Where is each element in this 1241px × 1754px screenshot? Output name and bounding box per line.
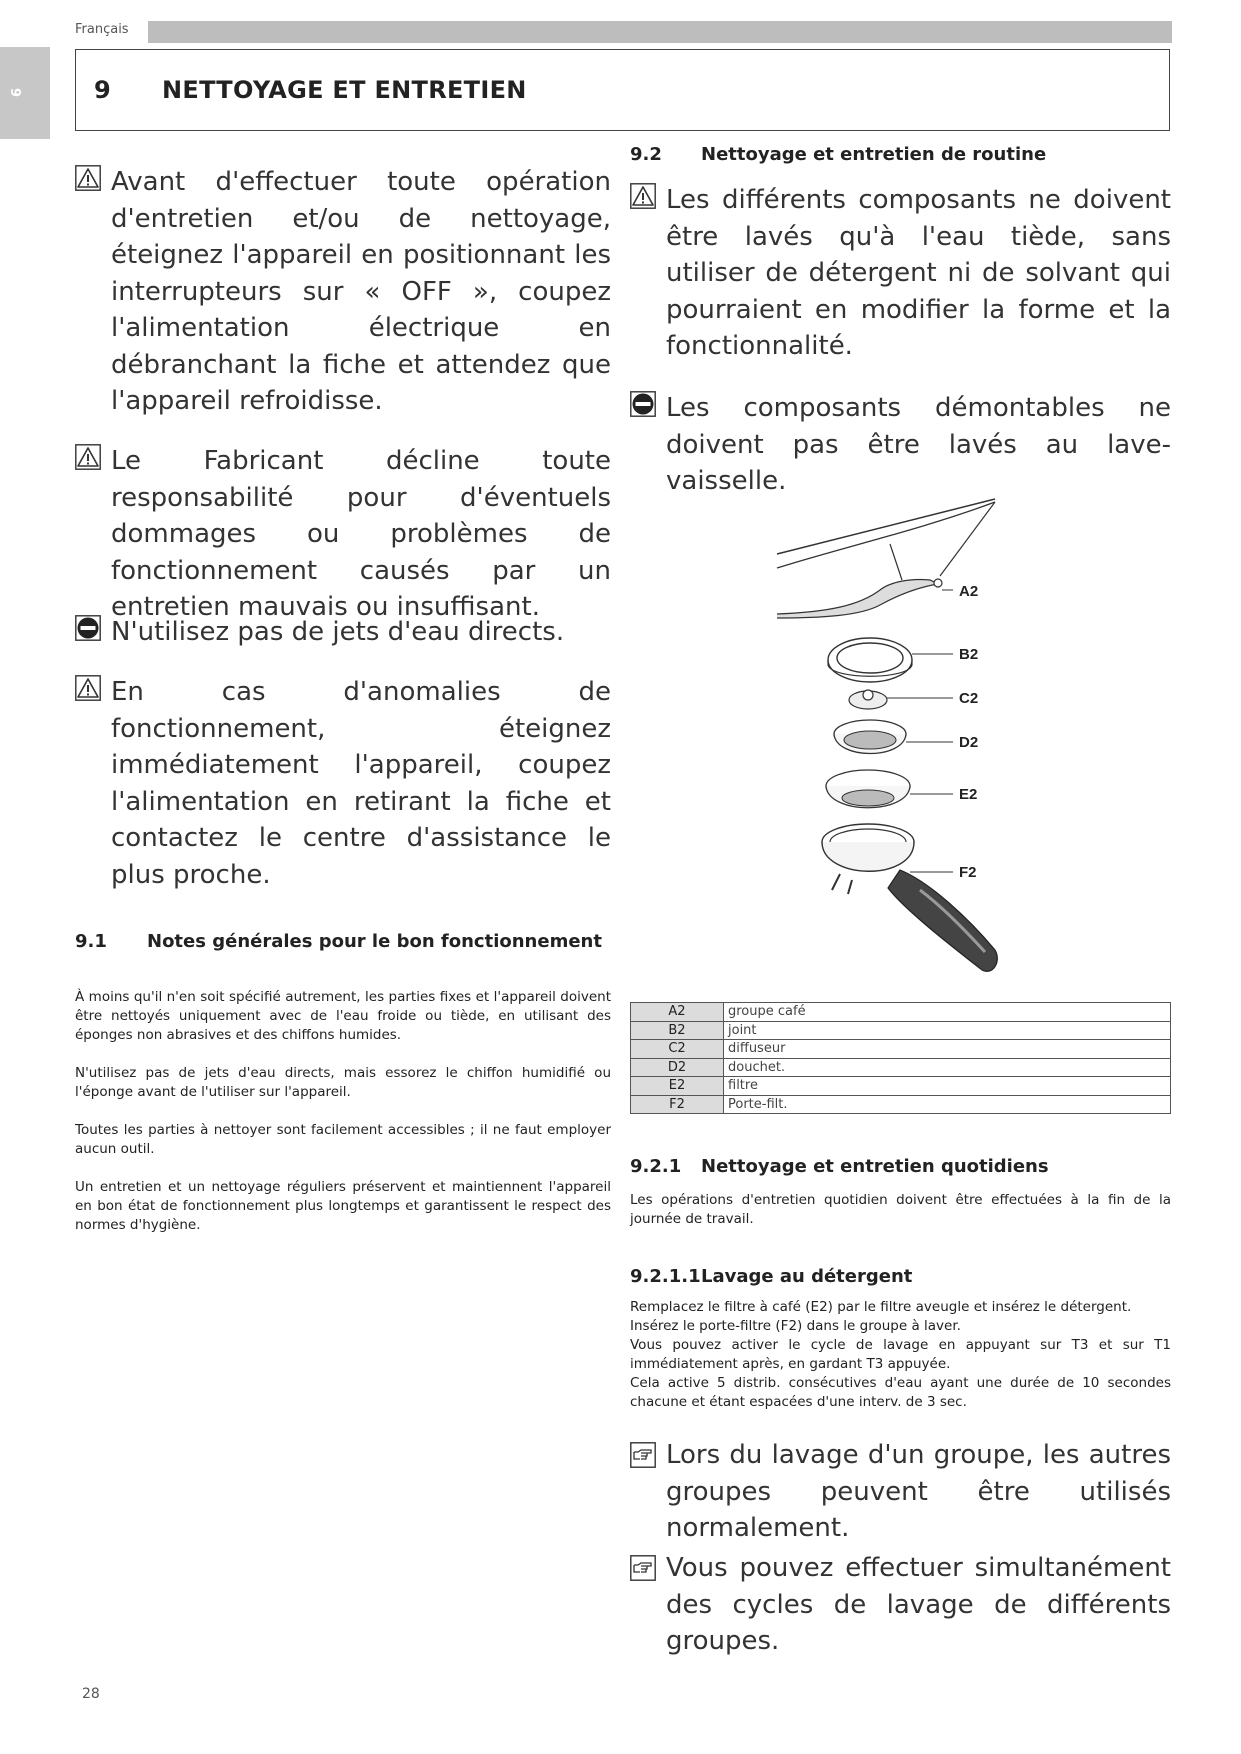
warning-icon bbox=[630, 183, 656, 213]
part-code: B2 bbox=[631, 1021, 724, 1040]
table-row bbox=[631, 1040, 1171, 1059]
page-number: 28 bbox=[82, 1686, 100, 1702]
section-title: Lavage au détergent bbox=[701, 1266, 913, 1287]
figure-label: F2 bbox=[959, 864, 977, 881]
section-number: 9.2 bbox=[630, 144, 662, 165]
section-body bbox=[630, 1298, 1171, 1412]
part-desc: groupe café bbox=[724, 1003, 1171, 1022]
part-desc: filtre bbox=[724, 1077, 1171, 1096]
parts-table bbox=[630, 1002, 1171, 1114]
pointing-hand-icon bbox=[630, 1555, 656, 1585]
prohibited-icon bbox=[75, 615, 101, 645]
paragraph: N'utilisez pas de jets d'eau directs, mais essorez le chiffon humidifié ou l'éponge avant de l'utiliser sur l'appareil. bbox=[75, 1065, 611, 1100]
section-body bbox=[75, 988, 611, 1254]
section-body: Les opérations d'entretien quotidien doivent être effectuées à la fin de la journée de travail. bbox=[630, 1192, 1171, 1227]
figure-label: B2 bbox=[959, 646, 979, 663]
body-line: Vous pouvez activer le cycle de lavage en appuyant sur T3 et sur T1 immédiatement après, en gardant T3 appuyée. bbox=[630, 1337, 1171, 1372]
note-text: Lors du lavage d'un groupe, les autres groupes peuvent être utilisés normalement. bbox=[666, 1440, 1171, 1543]
paragraph: Toutes les parties à nettoyer sont facilement accessibles ; il ne faut employer aucun outil. bbox=[75, 1122, 611, 1157]
part-code: F2 bbox=[631, 1095, 724, 1114]
note-text: N'utilisez pas de jets d'eau directs. bbox=[111, 617, 565, 647]
body-line: Cela active 5 distrib. consécutives d'eau ayant une durée de 10 secondes chacune et étant espacées d'une interv. de 3 sec. bbox=[630, 1375, 1171, 1410]
note-text: Les différents composants ne doivent être lavés qu'à l'eau tiède, sans utiliser de détergent ni de solvant qui pourraient en modifier la forme et la fonctionnalité. bbox=[666, 185, 1171, 361]
section-number: 9.2.1.1 bbox=[630, 1266, 701, 1287]
warning-icon bbox=[75, 165, 101, 195]
side-tab-number: 9 bbox=[7, 87, 23, 98]
part-code: A2 bbox=[631, 1003, 724, 1022]
part-code: D2 bbox=[631, 1058, 724, 1077]
prohibited-icon bbox=[630, 391, 656, 421]
part-code: C2 bbox=[631, 1040, 724, 1059]
figure-label: A2 bbox=[959, 583, 979, 600]
table-row bbox=[631, 1021, 1171, 1040]
figure-label: C2 bbox=[959, 690, 979, 707]
warning-icon bbox=[75, 675, 101, 705]
note-text: Le Fabricant décline toute responsabilité pour d'éventuels dommages ou problèmes de fonctionnement causés par un entretien mauvais ou insuffisant. bbox=[111, 446, 611, 622]
table-row bbox=[631, 1058, 1171, 1077]
part-desc: Porte-filt. bbox=[724, 1095, 1171, 1114]
chapter-title: NETTOYAGE ET ENTRETIEN bbox=[162, 76, 527, 104]
part-code: E2 bbox=[631, 1077, 724, 1096]
warning-icon bbox=[75, 444, 101, 474]
section-number: 9.1 bbox=[75, 931, 107, 952]
section-number: 9.2.1 bbox=[630, 1156, 682, 1177]
pointing-hand-icon bbox=[630, 1442, 656, 1472]
note-text: Les composants démontables ne doivent pas être lavés au lave-vaisselle. bbox=[666, 393, 1171, 496]
section-title: Nettoyage et entretien quotidiens bbox=[701, 1156, 1049, 1177]
figure-label: E2 bbox=[959, 786, 978, 803]
note-text: En cas d'anomalies de fonctionnement, éteignez immédiatement l'appareil, coupez l'alimentation en retirant la fiche et contactez le centre d'assistance le plus proche. bbox=[111, 677, 611, 890]
body-line: Remplacez le filtre à café (E2) par le filtre aveugle et insérez le détergent. bbox=[630, 1299, 1132, 1315]
exploded-parts-figure bbox=[770, 490, 1030, 1010]
note-text: Vous pouvez effectuer simultanément des cycles de lavage de différents groupes. bbox=[666, 1553, 1171, 1656]
part-desc: joint bbox=[724, 1021, 1171, 1040]
section-title: Nettoyage et entretien de routine bbox=[701, 144, 1047, 165]
table-row bbox=[631, 1095, 1171, 1114]
table-row bbox=[631, 1077, 1171, 1096]
note-text: Avant d'effectuer toute opération d'entretien et/ou de nettoyage, éteignez l'appareil en positionnant les interrupteurs sur « OFF », coupez l'alimentation électrique en débranchant la fiche et attendez que l'appareil refroidisse. bbox=[111, 167, 611, 416]
paragraph: À moins qu'il n'en soit spécifié autrement, les parties fixes et l'appareil doivent être nettoyés uniquement avec de l'eau froide ou tiède, en utilisant des éponges non abrasives et des chiffons humides. bbox=[75, 989, 611, 1043]
part-desc: diffuseur bbox=[724, 1040, 1171, 1059]
section-title: Notes générales pour le bon fonctionnement bbox=[147, 931, 602, 952]
chapter-number: 9 bbox=[94, 76, 111, 104]
language-label: Français bbox=[75, 22, 129, 37]
chapter-side-tab bbox=[0, 47, 50, 139]
body-line: Insérez le porte-filtre (F2) dans le groupe à laver. bbox=[630, 1318, 961, 1334]
header-bar bbox=[148, 21, 1172, 43]
paragraph: Un entretien et un nettoyage réguliers préservent et maintiennent l'appareil en bon état de fonctionnement plus longtemps et garantissent le respect des normes d'hygiène. bbox=[75, 1179, 611, 1233]
table-row bbox=[631, 1003, 1171, 1022]
part-desc: douchet. bbox=[724, 1058, 1171, 1077]
figure-label: D2 bbox=[959, 734, 979, 751]
